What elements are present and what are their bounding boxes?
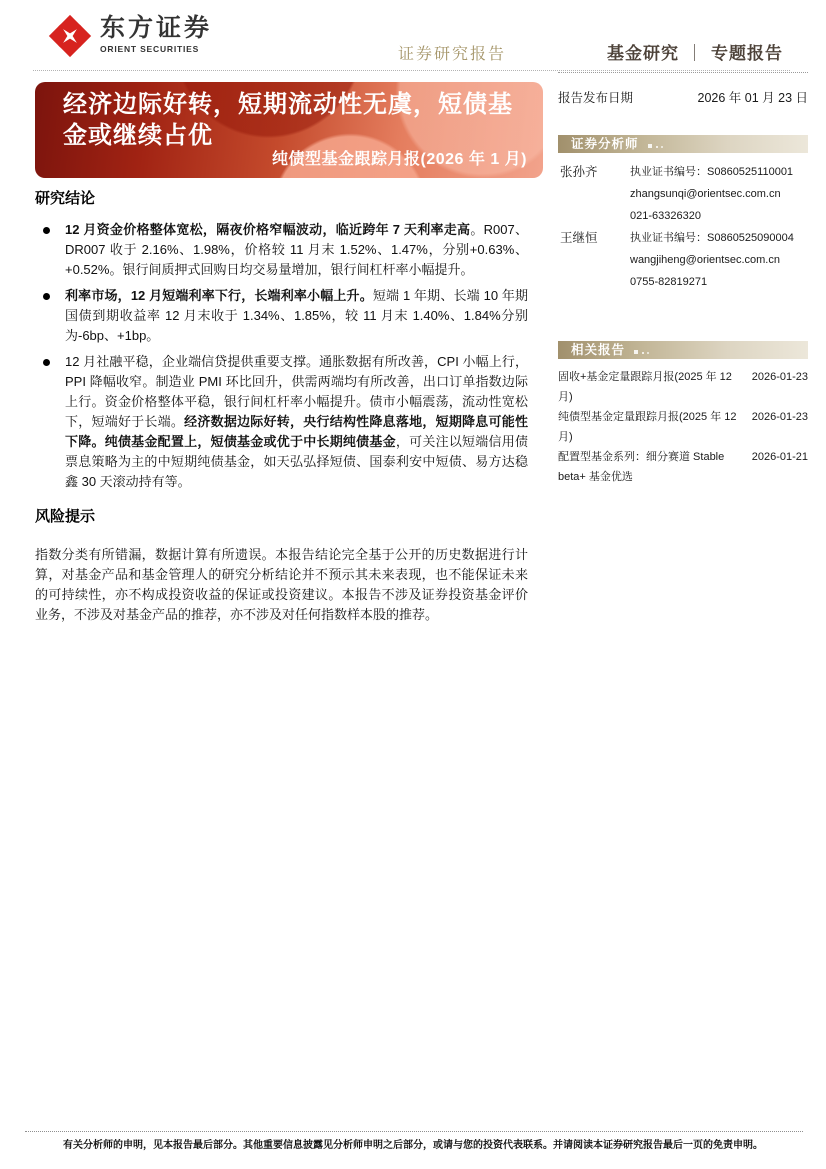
- bullet-rest-text: 短端 1 年期、长端 10 年期国债到期收益率 12 月末收于 1.34%、1.85%，较 11 月末 1.40%、1.84%分别为-6bp、+1bp。: [65, 288, 528, 343]
- risk-heading: 风险提示: [35, 508, 96, 525]
- header-divider: [33, 70, 790, 71]
- report-category: [607, 39, 783, 64]
- analyst-license-row: [630, 227, 808, 249]
- analyst-block: [558, 227, 808, 293]
- analyst-phone: 021-63326320: [630, 210, 701, 222]
- related-report-date: 2026-01-23: [751, 411, 808, 423]
- related-reports-list: [558, 367, 808, 487]
- bullet-rest-text: 。R007、DR007 收于 2.16%、1.98%，价格较 11 月末 1.52%、1.47%，分别+0.63%、+0.52%。银行间质押式回购日均交易量增加，银行间杠杆率小幅提升。: [65, 222, 528, 277]
- research-conclusion-section: [35, 190, 528, 498]
- bullet-marker: [43, 227, 50, 234]
- footer-disclaimer: 有关分析师的申明，见本报告最后部分。其他重要信息披露见分析师申明之后部分，或请与您的投资代表联系。并请阅读本证券研究报告最后一页的免责申明。: [63, 1140, 763, 1151]
- sidebar-top-divider: [558, 72, 808, 73]
- logo-name-en: ORIENT SECURITIES: [100, 44, 200, 54]
- related-report-row: [558, 407, 808, 447]
- analyst-phone: 0755-82819271: [630, 276, 708, 288]
- analyst-details: [630, 161, 808, 227]
- analyst-email[interactable]: wangjiheng@orientsec.com.cn: [630, 254, 780, 266]
- risk-body-text: 指数分类有所错漏，数据计算有所遗误。本报告结论完全基于公开的历史数据进行计算，对基金产品和基金管理人的研究分析结论并不预示其未来表现，也不能保证未来的可持续性，亦不构成投资收益的保证或投资建议。本报告不涉及证券投资基金评价业务，不涉及对基金产品的推荐，亦不涉及对任何指数样本股的推荐。: [35, 547, 528, 622]
- related-report-date: 2026-01-23: [751, 371, 808, 383]
- conclusion-heading: 研究结论: [35, 190, 96, 207]
- analysts-heading-bar: [558, 135, 808, 153]
- analysts-list: [558, 161, 808, 293]
- bullet-bold-text: 经济数据边际好转，央行结构性降息落地，短期降息可能性下降。纯债基金配置上，短债基金或优于中长期纯债基金: [65, 414, 528, 449]
- report-subtitle: 纯债型基金跟踪月报(2026 年 1 月): [272, 151, 527, 168]
- bullet-bold-text: 12 月资金价格整体宽松，隔夜价格窄幅波动，临近跨年 7 天利率走高: [65, 222, 471, 237]
- fund-research-label: 基金研究: [607, 44, 679, 63]
- license-label: 执业证书编号：: [630, 166, 707, 178]
- related-report-title[interactable]: 纯债型基金定量跟踪月报(2025 年 12 月): [558, 411, 737, 443]
- bullet-marker: [43, 359, 50, 366]
- bullet-item: [35, 286, 528, 346]
- related-report-title[interactable]: 配置型基金系列：细分赛道 Stable beta+ 基金优选: [558, 451, 725, 483]
- bullet-bold-text: 利率市场，12 月短端利率下行，长端利率小幅上升。: [65, 288, 373, 303]
- related-report-date: 2026-01-21: [751, 451, 808, 463]
- bullet-pre-text: 12 月社融平稳，企业端信贷提供重要支撑。通胀数据有所改善，CPI 小幅上行，PPI 降幅收窄。制造业 PMI 环比回升，供需两端均有所改善，出口订单指数边际上行。资金价格整体平稳，银行间杠杆率小幅提升。债市小幅震荡，流动性宽松下，短端好于长端。: [65, 354, 528, 429]
- related-report-row: [558, 447, 808, 487]
- category-divider: ｜: [686, 44, 704, 63]
- license-number: S0860525110001: [707, 166, 794, 178]
- logo-name-cn: 东方证券: [100, 14, 213, 42]
- analyst-block: [558, 161, 808, 227]
- analyst-email[interactable]: zhangsunqi@orientsec.com.cn: [630, 188, 781, 200]
- report-meta-sidebar: [558, 72, 808, 487]
- license-number: S0860525090004: [707, 232, 794, 244]
- analyst-license-row: [630, 161, 808, 183]
- license-label: 执业证书编号：: [630, 232, 707, 244]
- analyst-name: 王继恒: [560, 231, 598, 245]
- logo-text-block: [100, 15, 212, 54]
- report-date-label: 报告发布日期: [558, 91, 634, 105]
- report-type-label: 证券研究报告: [398, 46, 507, 63]
- related-reports-heading-bar: [558, 341, 808, 359]
- bullet-item: [35, 220, 528, 280]
- report-date-value: 2026 年 01 月 23 日: [697, 91, 808, 105]
- footer-divider: [25, 1131, 803, 1132]
- bullet-marker: [43, 293, 50, 300]
- bullet-item: [35, 352, 528, 492]
- analyst-details: [630, 227, 808, 293]
- conclusion-bullet-list: [35, 220, 528, 492]
- topic-report-label: 专题报告: [711, 44, 783, 63]
- orient-securities-diamond-logo-icon: [48, 14, 92, 58]
- related-report-row: [558, 367, 808, 407]
- related-report-title[interactable]: 固收+基金定量跟踪月报(2025 年 12 月): [558, 371, 732, 403]
- analyst-name: 张孙齐: [560, 165, 598, 179]
- bullet-rest-text: ，可关注以短端信用债票息策略为主的中短期纯债基金，如天弘弘择短债、国泰利安中短债、易方达稳鑫 30 天滚动持有等。: [65, 434, 528, 489]
- related-reports-heading-label: 相关报告: [571, 343, 626, 357]
- analysts-heading-label: 证券分析师: [571, 137, 639, 151]
- risk-notice-section: [35, 508, 528, 625]
- report-title: 经济边际好转，短期流动性无虞，短债基金或继续占优: [63, 91, 513, 149]
- report-date-row: [558, 88, 808, 106]
- title-banner: [35, 82, 543, 178]
